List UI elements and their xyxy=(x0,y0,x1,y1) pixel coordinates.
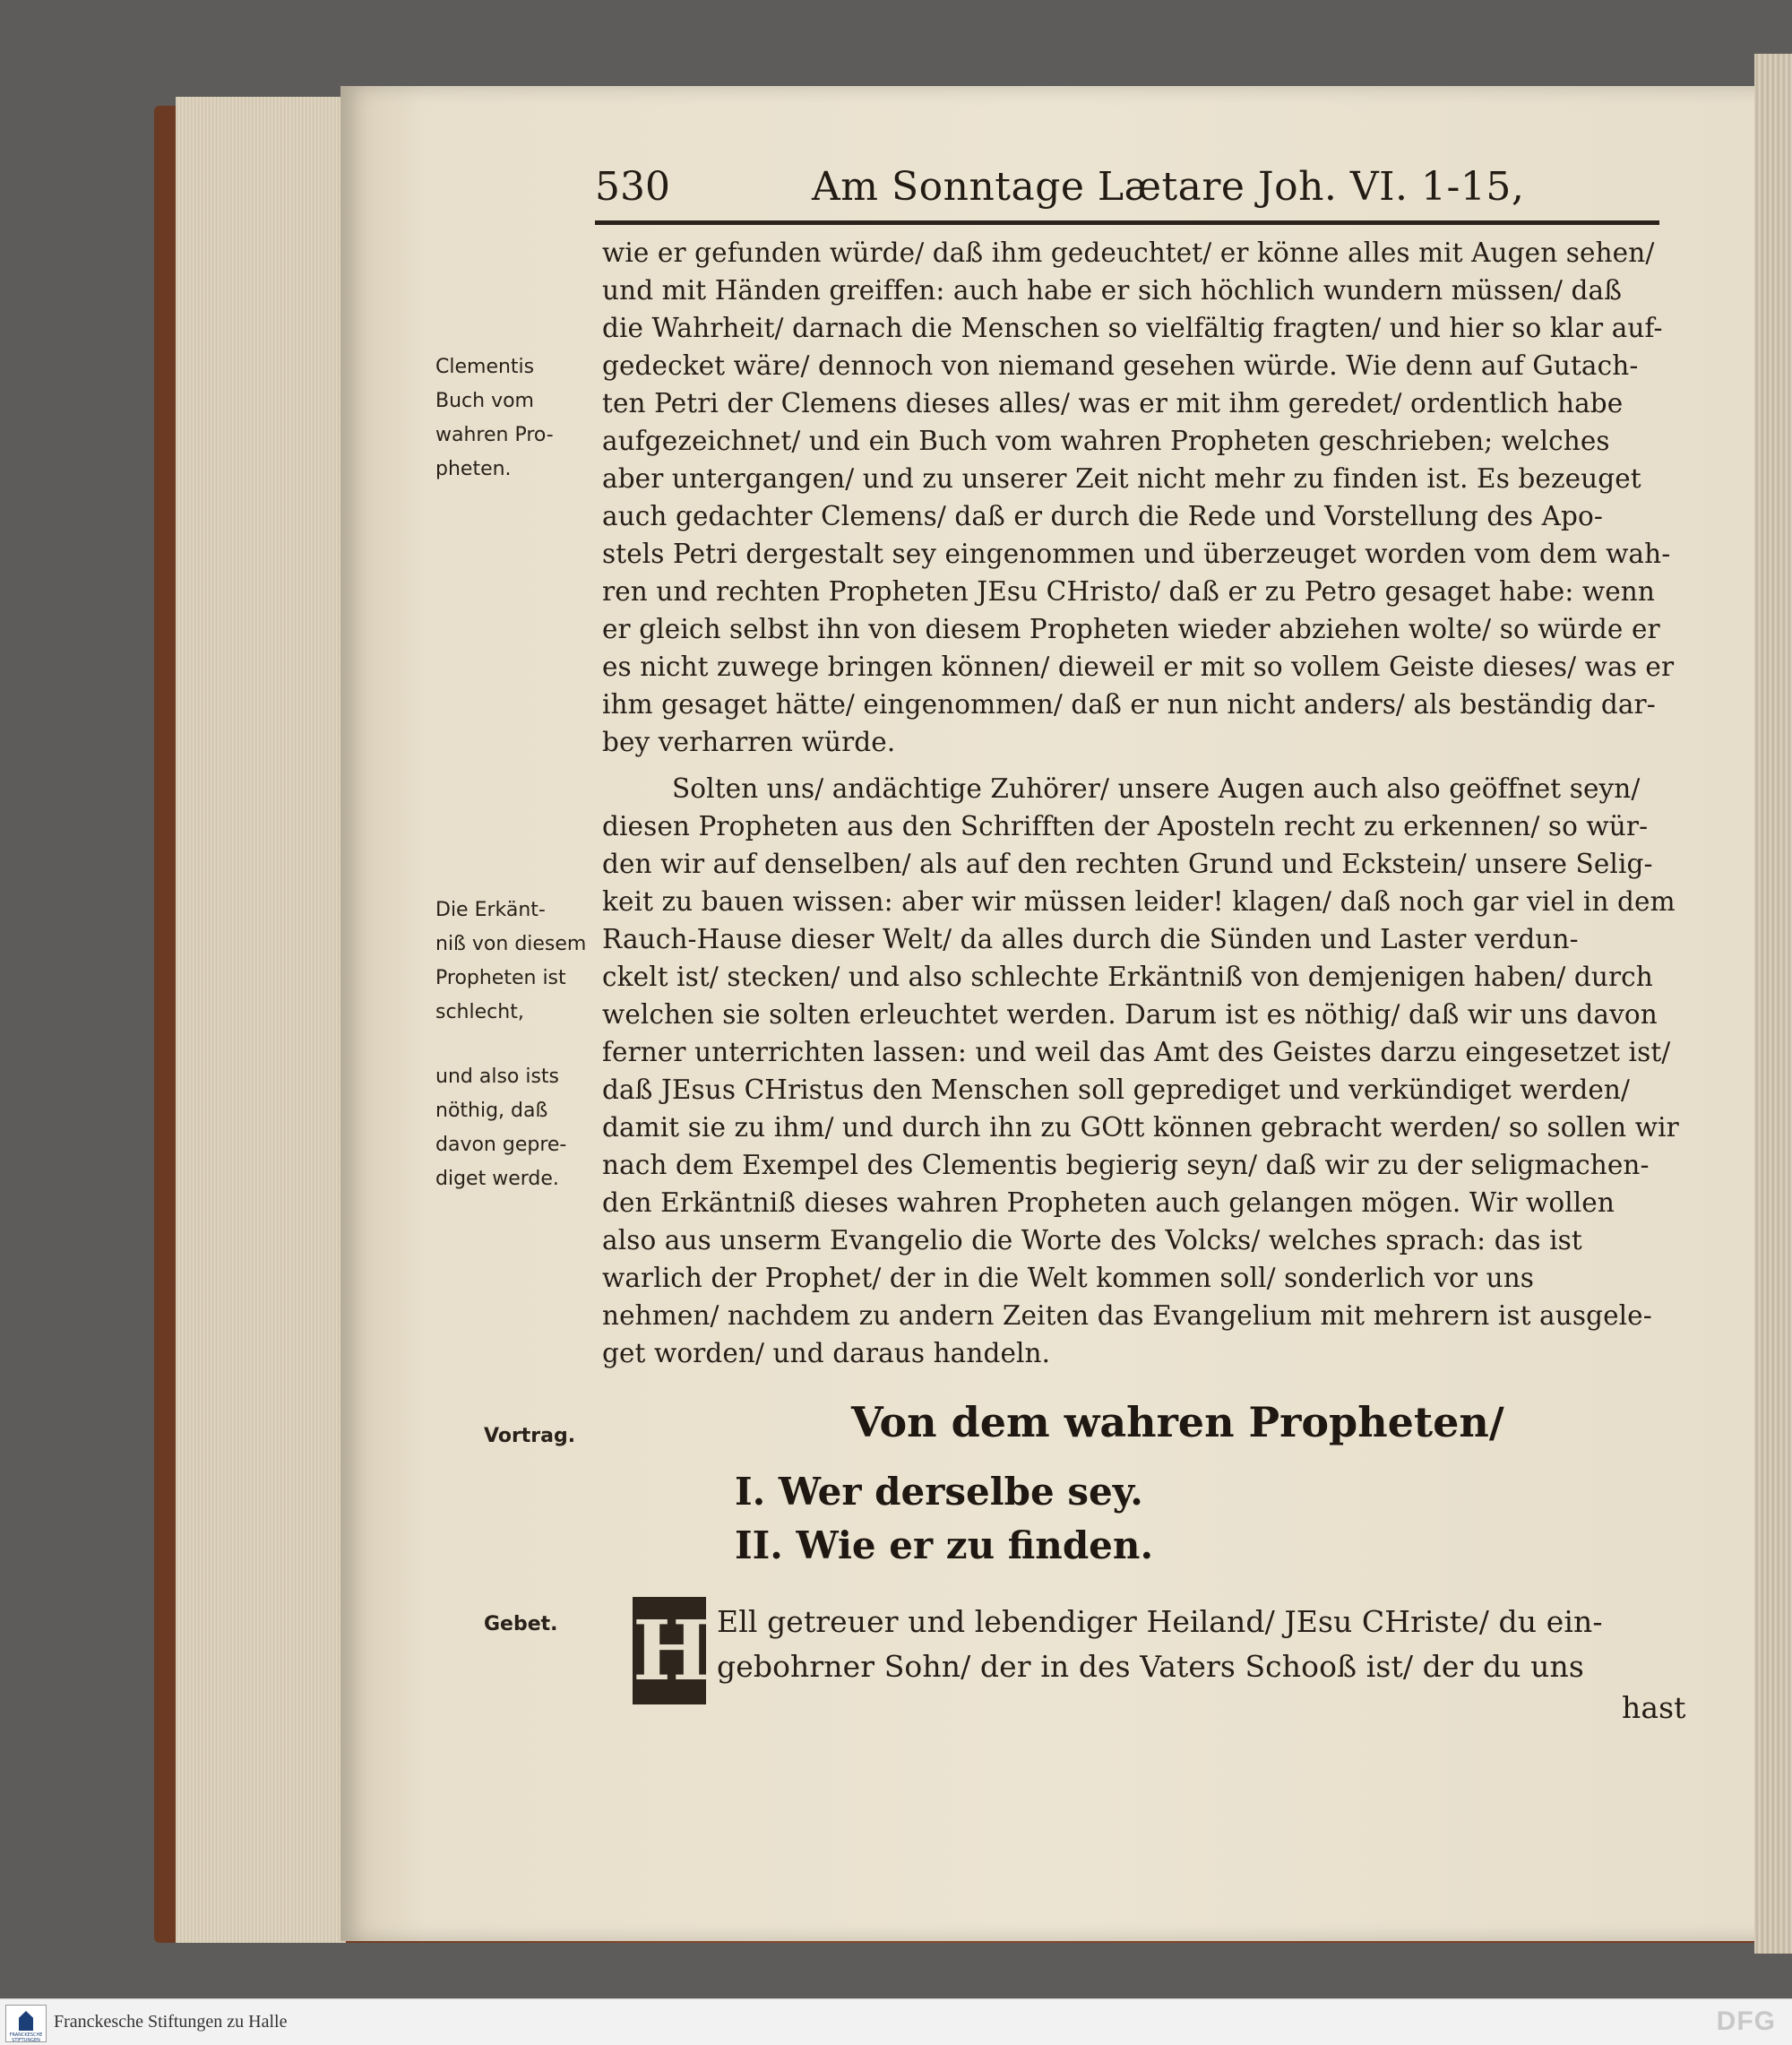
body-line: damit sie zu ihm/ und durch ihn zu GOtt können gebracht werden/ so sollen wir xyxy=(602,1112,1679,1143)
prayer-line: Ell getreuer und lebendiger Heiland/ JEsu CHriste/ du ein- xyxy=(717,1604,1603,1639)
margin-note-line: davon gepre- xyxy=(435,1134,567,1156)
section-label-gebet: Gebet. xyxy=(484,1613,558,1635)
body-line: wie er gefunden würde/ daß ihm gedeuchtet/ er könne alles mit Augen sehen/ xyxy=(602,237,1655,268)
body-line: also aus unserm Evangelio die Worte des Volcks/ welches sprach: das ist xyxy=(602,1225,1582,1255)
body-line: auch gedachter Clemens/ daß er durch die Rede und Vorstellung des Apo- xyxy=(602,501,1603,531)
margin-note-line: Clementis xyxy=(435,356,535,378)
margin-note-line: Die Erkänt- xyxy=(435,899,546,921)
body-line: aber untergangen/ und zu unserer Zeit nicht mehr zu finden ist. Es bezeuget xyxy=(602,463,1641,494)
prayer-line: gebohrner Sohn/ der in des Vaters Schooß ist/ der du uns xyxy=(717,1649,1584,1684)
header-rule xyxy=(595,220,1659,225)
dfg-logo: DFG xyxy=(1716,2006,1776,2036)
body-line: keit zu bauen wissen: aber wir müssen leider! klagen/ daß noch gar viel in dem xyxy=(602,886,1676,917)
body-line: nach dem Exempel des Clementis begierig seyn/ daß wir zu der seligmachen- xyxy=(602,1150,1650,1180)
margin-note-line: pheten. xyxy=(435,458,512,480)
section-heading: Von dem wahren Propheten/ xyxy=(851,1398,1504,1446)
body-line: er gleich selbst ihn von diesem Propheten wieder abziehen wolte/ so würde er xyxy=(602,614,1660,644)
body-line: die Wahrheit/ darnach die Menschen so vielfältig fragten/ und hier so klar auf- xyxy=(602,313,1663,343)
body-line: get worden/ und daraus handeln. xyxy=(602,1338,1051,1368)
page-edges-left xyxy=(176,97,346,1943)
body-line: ten Petri der Clemens dieses alles/ was er mit ihm geredet/ ordentlich habe xyxy=(602,388,1624,418)
margin-note-line: Propheten ist xyxy=(435,967,566,989)
body-line: nehmen/ nachdem zu andern Zeiten das Evangelium mit mehrern ist ausgele- xyxy=(602,1300,1652,1331)
margin-note-line: nöthig, daß xyxy=(435,1100,548,1122)
margin-note-line: diget werde. xyxy=(435,1168,559,1190)
body-line: daß JEsus CHristus den Menschen soll geprediget und verkündiget werden/ xyxy=(602,1074,1631,1105)
margin-note-line: schlecht, xyxy=(435,1001,524,1023)
margin-note-line: wahren Pro- xyxy=(435,424,554,446)
viewer-footer xyxy=(0,1998,1792,2045)
body-line: gedecket wäre/ dennoch von niemand gesehen würde. Wie denn auf Gutach- xyxy=(602,350,1639,381)
page-number: 530 xyxy=(595,164,670,210)
body-line: bey verharren würde. xyxy=(602,727,896,757)
margin-note-line: Buch vom xyxy=(435,390,534,412)
body-line: es nicht zuwege bringen können/ dieweil er mit so vollem Geiste dieses/ was er xyxy=(602,651,1675,682)
body-line: aufgezeichnet/ und ein Buch vom wahren Propheten geschrieben; welches xyxy=(602,426,1610,456)
catchword: hast xyxy=(1622,1690,1686,1725)
body-line: diesen Propheten aus den Schrifften der Aposteln recht zu erkennen/ so wür- xyxy=(602,811,1649,841)
body-line: welchen sie solten erleuchtet werden. Darum ist es nöthig/ daß wir uns davon xyxy=(602,999,1658,1030)
body-line: Rauch-Hause dieser Welt/ da alles durch die Sünden und Laster verdun- xyxy=(602,924,1579,954)
margin-note-line: und also ists xyxy=(435,1066,560,1088)
body-line: ihm gesaget hätte/ eingenommen/ daß er nun nicht anders/ als beständig dar- xyxy=(602,689,1656,720)
section-label-vortrag: Vortrag. xyxy=(484,1425,576,1447)
body-line: warlich der Prophet/ der in die Welt kommen soll/ sonderlich vor uns xyxy=(602,1263,1535,1293)
body-line: und mit Händen greiffen: auch habe er sich höchlich wundern müssen/ daß xyxy=(602,275,1623,306)
logo-text: FRANCKESCHE STIFTUNGEN xyxy=(9,2032,43,2043)
body-line: ren und rechten Propheten JEsu CHristo/ daß er zu Petro gesaget habe: wenn xyxy=(602,576,1655,607)
institution-logo[interactable] xyxy=(5,2005,47,2042)
running-head: Am Sonntage Lætare Joh. VI. 1-15, xyxy=(812,164,1525,210)
body-line: ferner unterrichten lassen: und weil das Amt des Geistes darzu eingesetzet ist/ xyxy=(602,1037,1671,1067)
margin-note-line: niß von diesem xyxy=(435,933,587,955)
drop-cap: H xyxy=(633,1597,706,1704)
body-line: den wir auf denselben/ als auf den rechten Grund und Eckstein/ unsere Selig- xyxy=(602,849,1653,879)
body-line: stels Petri dergestalt sey eingenommen und überzeuget worden vom dem wah- xyxy=(602,539,1671,569)
body-line: Solten uns/ andächtige Zuhörer/ unsere Augen auch also geöffnet seyn/ xyxy=(672,773,1641,804)
body-line: den Erkäntniß dieses wahren Propheten auch gelangen mögen. Wir wollen xyxy=(602,1187,1615,1218)
institution-name: Franckesche Stiftungen zu Halle xyxy=(54,2012,288,2032)
subheading-one: I. Wer derselbe sey. xyxy=(735,1470,1143,1514)
body-line: ckelt ist/ stecken/ und also schlechte Erkäntniß von demjenigen haben/ durch xyxy=(602,962,1653,992)
subheading-two: II. Wie er zu finden. xyxy=(735,1523,1154,1567)
building-icon xyxy=(19,2011,33,2031)
